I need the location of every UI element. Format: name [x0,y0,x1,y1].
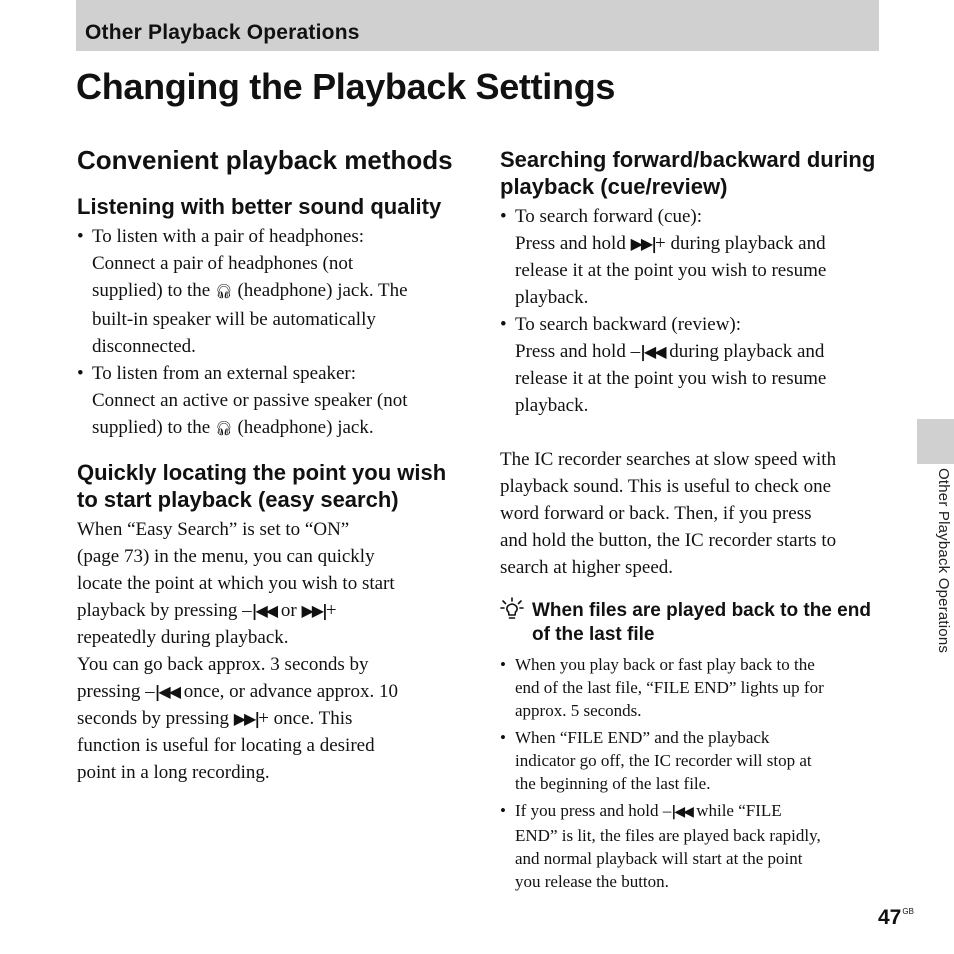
cue-review-list [500,203,880,419]
headphone-icon: 🎧︎ [214,421,233,437]
hint-lightbulb-icon [500,597,524,621]
list-item: • To listen from an external speaker: Connect an active or passive speaker (not supplied) to the 🎧︎ (headphone) jack. [77,360,457,443]
hint-heading: When files are played back to the end of the last file [500,599,880,647]
section-header-bar [76,0,879,51]
list-item: • To listen with a pair of headphones: Connect a pair of headphones (not supplied) to the 🎧︎ (headphone) jack. The built-in speaker will be automatically disconnected. [77,223,457,360]
list-item: • To search backward (review): Press and hold –|◀◀ during playback and release it at the point you wish to resume playback. [500,311,880,419]
side-tab-marker [917,419,954,464]
list-item: • If you press and hold –|◀◀ while “FILE END” is lit, the files are played back rapidly, and normal playback will start at the point you release the button. [500,799,880,893]
better-sound-list [77,223,457,443]
search-speed-para: The IC recorder searches at slow speed with playback sound. This is useful to check one word forward or back. Then, if you press and hold the button, the IC recorder starts to search at higher speed. [500,449,837,578]
convenient-playback-heading: Convenient playback methods [77,145,453,175]
next-track-icon: ▶▶| [233,709,259,728]
section-title: Other Playback Operations [85,21,360,44]
previous-track-icon: |◀◀ [671,804,692,820]
list-item: • When you play back or fast play back to the end of the last file, “FILE END” lights up for approx. 5 seconds. [500,653,880,722]
next-track-icon: ▶▶| [630,234,656,253]
previous-track-icon: |◀◀ [154,682,180,701]
previous-track-icon: |◀◀ [640,342,665,361]
previous-track-icon: |◀◀ [251,601,277,620]
page-title: Changing the Playback Settings [76,66,616,107]
hint-list [500,653,880,893]
page-number: $47^{GB}$ [878,906,914,929]
easy-search-heading: Quickly locating the point you wish to start playback (easy search) [77,460,447,512]
side-section-label: Other Playback Operations [935,468,952,654]
easy-search-para-1: When “Easy Search” is set to “ON” (page 73) in the menu, you can quickly locate the point at which you wish to start playback by pressing –|◀◀ or ▶▶|+ repeatedly during playback. [77,519,395,648]
next-track-icon: ▶▶| [301,601,326,620]
headphone-icon: 🎧︎ [214,284,233,300]
better-sound-heading: Listening with better sound quality [77,194,442,219]
list-item: • To search forward (cue): Press and hold ▶▶|+ during playback and release it at the point you wish to resume playback. [500,203,880,311]
list-item: • When “FILE END” and the playback indicator go off, the IC recorder will stop at the beginning of the last file. [500,726,880,795]
cue-review-heading: Searching forward/backward during playback (cue/review) [500,147,876,199]
right-column [500,146,880,893]
left-column [77,146,457,786]
easy-search-body [77,516,457,786]
easy-search-para-2: You can go back approx. 3 seconds by pressing –|◀◀ once, or advance approx. 10 seconds by pressing ▶▶|+ once. This function is useful for locating a desired point in a long recording. [77,654,398,783]
